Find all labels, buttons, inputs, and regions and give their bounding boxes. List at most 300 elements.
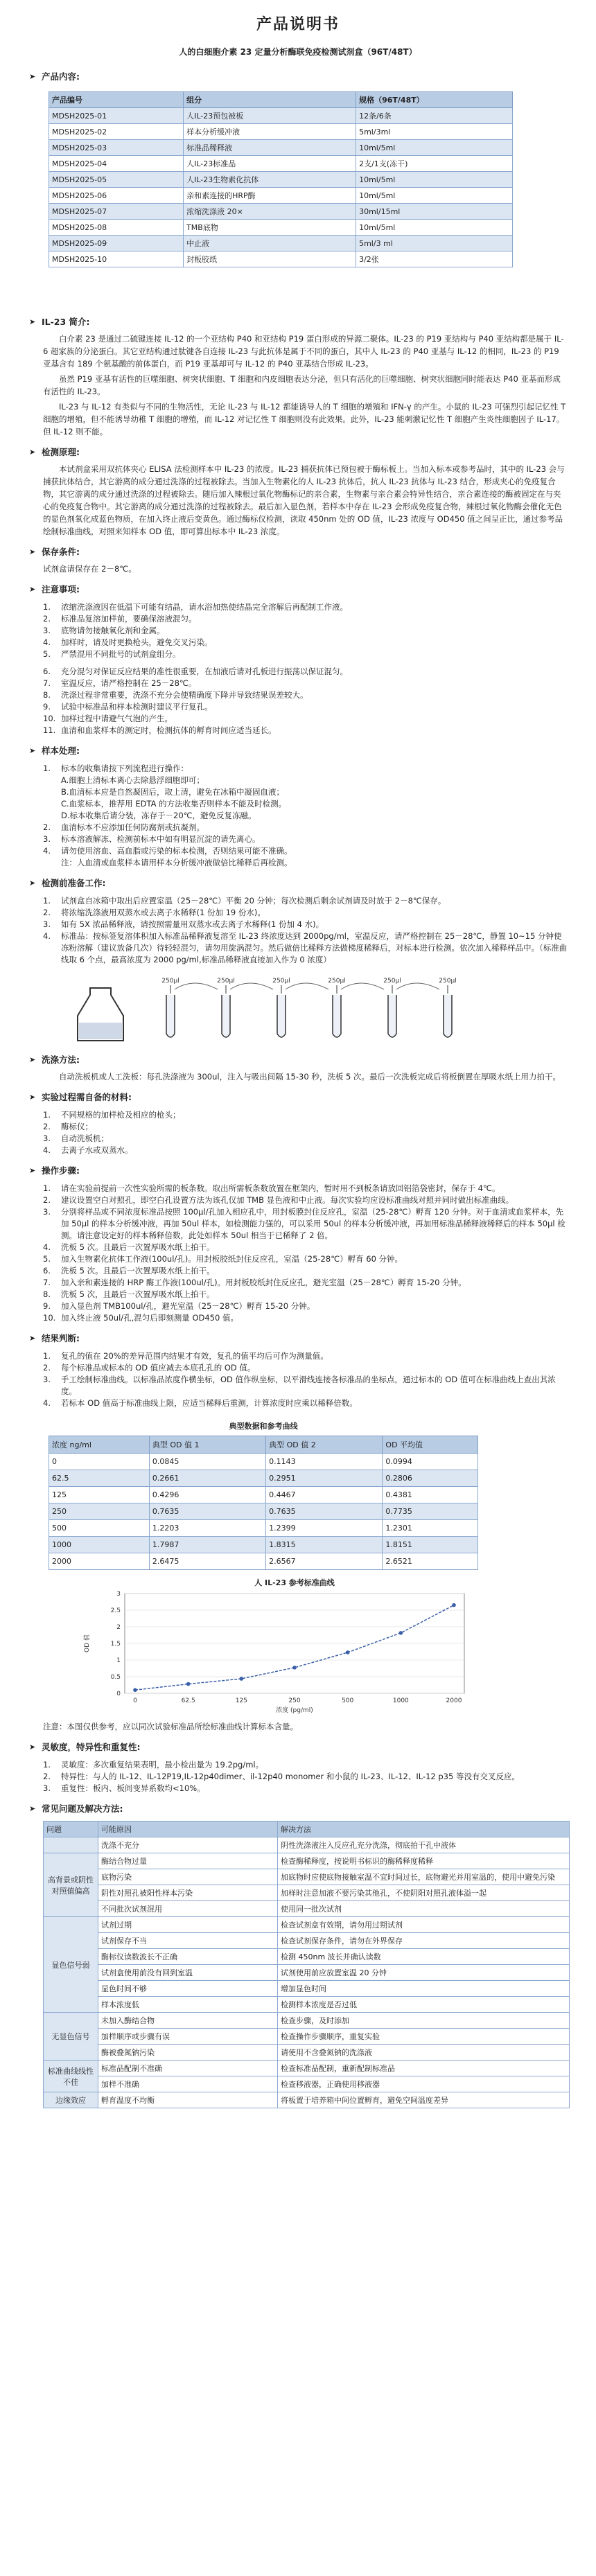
list-text: 洗板 5 次，且最后一次置厚吸水纸上拍干。 (61, 1289, 215, 1299)
list-item (43, 601, 568, 613)
transfer-arrow-icon (341, 983, 384, 989)
arrow-icon: ➤ (29, 317, 36, 326)
table-row (49, 108, 513, 124)
list-number: 4. (43, 637, 51, 647)
list-item (43, 845, 568, 857)
list-text: A.细胞上清标本离心去除悬浮细胞即可； (61, 775, 204, 785)
list-text: B.血清标本应是自然凝固后，取上清，避免在冰箱中凝固血液； (61, 787, 285, 797)
arrow-icon: ➤ (29, 746, 36, 755)
list-number: 3. (43, 626, 51, 635)
chart-title: 人 IL-23 参考标准曲线 (254, 1578, 335, 1587)
list-text: 不同规格的加样枪及相应的枪头； (61, 1110, 181, 1120)
table-cell: 0.4467 (266, 1487, 383, 1503)
x-tick-label: 0 (133, 1697, 137, 1704)
list-text: 血清标本不应添加任何防腐剂或抗凝剂。 (61, 822, 204, 832)
section-heading: IL-23 简介: (42, 317, 90, 327)
table-row (49, 220, 513, 236)
list-text: 每个标准品或标本的 OD 值应减去本底孔孔的 OD 值。 (61, 1363, 256, 1373)
list-number: 4. (43, 846, 51, 856)
section-heading: 灵敏度，特异性和重复性: (42, 1742, 141, 1752)
section-heading: 样本处理: (42, 746, 80, 756)
list-text: 洗板 5 次。且最后一次置厚吸水纸上拍干。 (61, 1266, 215, 1276)
data-point (399, 1631, 403, 1635)
table-cell: 1.8151 (383, 1537, 478, 1553)
table-row (49, 124, 513, 140)
section-heading: 结果判断: (42, 1333, 80, 1343)
faq-table (43, 1821, 570, 2108)
list-text: 灵敏度：多次重复结果表明，最小检出量为 19.2pg/ml。 (61, 1760, 264, 1770)
arrow-icon: ➤ (29, 448, 36, 457)
list-text: 试剂盒自冰箱中取出后应置室温（25－28℃）平衡 20 分钟；每次检测后剩余试剂请及时放于 2－8℃保存。 (61, 896, 446, 906)
table-row (49, 204, 513, 220)
x-tick-label: 125 (235, 1697, 247, 1704)
list-text: 充分混匀对保证反应结果的准性很重要，在加液后请对孔板进行振荡以保证混匀。 (61, 667, 348, 676)
list-text: 浓缩洗涤液因在低温下可能有结晶，请水浴加热使结晶完全溶解后再配制工作液。 (61, 602, 348, 612)
table-cell: 0.4296 (149, 1487, 265, 1503)
section-steps (0, 1163, 596, 1179)
list-item (43, 1253, 568, 1265)
table-cell: 人IL-23标准品 (184, 156, 356, 172)
list-item (43, 678, 568, 689)
list-number: 7. (43, 1278, 51, 1287)
dilution-diagram (69, 974, 513, 1043)
list-text: C.血浆标本，推荐用 EDTA 的方法收集否则样本不能及时检测。 (61, 799, 287, 809)
table-cell: 亲和素连接的HRP酶 (184, 188, 356, 204)
intro-paragraph: 虽然 P19 亚基有活性的巨噬细胞、树突状细胞、T 细胞和内皮细胞表达分泌，但只有活化的巨噬细胞、树突状细胞同时能表达 P40 亚基而形成有活性的 IL-23。 (43, 374, 561, 396)
list-item (43, 1145, 568, 1156)
section-heading: 常见问题及解决方法: (42, 1803, 123, 1814)
table-cell: 浓缩洗涤液 20× (184, 204, 356, 220)
table-cell: 500 (49, 1520, 150, 1537)
list-text: 洗涤过程非常重要，洗涤不充分会使精确度下降并导致结果误差较大。 (61, 690, 308, 700)
flask-liquid (79, 1023, 122, 1039)
table-cell: 0.7635 (266, 1503, 383, 1520)
x-tick-label: 500 (342, 1697, 354, 1704)
table-cell: 1000 (49, 1537, 150, 1553)
cause-cell: 酶被叠氮钠污染 (98, 2045, 278, 2061)
section-heading: 检测原理: (42, 447, 80, 457)
list-text: 标本的收集请按下列流程进行操作： (61, 764, 189, 773)
list-item (43, 1300, 568, 1312)
list-text: 加入亲和素连接的 HRP 酶工作液(100ul/孔)。用封板胶纸封住反应孔，避光室温（25－28℃）孵育 15-20 分钟。 (61, 1278, 466, 1287)
table-cell: 1.2203 (149, 1520, 265, 1537)
table-cell: 1.2301 (383, 1520, 478, 1537)
list-number: 11. (43, 725, 56, 735)
table-cell: 样本分析缓冲液 (184, 124, 356, 140)
table-row (44, 1837, 570, 1853)
list-item (43, 613, 568, 625)
table-cell: 1.8315 (266, 1537, 383, 1553)
list-number (43, 810, 61, 822)
solution-cell: 使用同一批次试剂 (278, 1901, 570, 1917)
cause-cell: 酶结合物过量 (98, 1853, 278, 1869)
table-cell: 10ml/5ml (356, 140, 513, 156)
list-number (43, 786, 61, 798)
table-cell: 1.2399 (266, 1520, 383, 1537)
table-row (49, 236, 513, 252)
list-text: 酶标仪； (61, 1122, 93, 1131)
problem-cell: 边缘效应 (44, 2092, 98, 2108)
list-text: 手工绘制标准曲线。以标准品浓度作横坐标，OD 值作纵坐标，以平滑线连接各标准品的坐标点，通过标本的 OD 值可在标准曲线上查出其浓度。 (61, 1375, 556, 1396)
table-cell: MDSH2025-01 (49, 108, 184, 124)
table-row (49, 1520, 478, 1537)
list-text: 标准品复溶加样前，要确保溶液混匀。 (61, 614, 197, 624)
section-heading: 产品内容: (42, 71, 80, 82)
list-text: 室温反应，请严格控制在 25－28℃。 (61, 678, 197, 688)
list-item (43, 1183, 568, 1194)
list-item (43, 1289, 568, 1300)
list-number: 1. (43, 764, 51, 773)
list-text: 加入终止液 50ul/孔,混匀后即刻测量 OD450 值。 (61, 1313, 238, 1323)
y-tick-label: 1 (116, 1657, 121, 1664)
list-number: 2. (43, 822, 51, 832)
table-cell: 3/2张 (356, 252, 513, 267)
cause-cell: 加样顺序或步骤有误 (98, 2029, 278, 2045)
data-point (186, 1682, 191, 1686)
list-item (43, 666, 568, 678)
section-materials (0, 1090, 596, 1105)
list-text: 洗板 5 次。且最后一次置厚吸水纸上拍干。 (61, 1242, 215, 1252)
list-item (43, 1374, 568, 1397)
table-cell: 5ml/3ml (356, 124, 513, 140)
section-results (0, 1331, 596, 1346)
cause-cell: 阴性对照孔被阳性样本污染 (98, 1885, 278, 1901)
list-number (43, 775, 61, 786)
solution-cell: 试剂使用前应放置室温 20 分钟 (278, 1965, 570, 1981)
list-number: 4. (43, 1398, 51, 1408)
list-number: 4. (43, 1242, 51, 1252)
table-cell: 250 (49, 1503, 150, 1520)
list-number: 1. (43, 1110, 51, 1120)
volume-label: 250µl (439, 978, 457, 985)
document-title: 产品说明书 (256, 16, 340, 33)
list-text: 将浓缩洗涤液用双蒸水或去离子水稀释(1 份加 19 份水)。 (61, 908, 265, 917)
table-cell: 人IL-23生物素化抗体 (184, 172, 356, 188)
volume-label: 250µl (217, 978, 235, 985)
list-number: 5. (43, 1254, 51, 1264)
list-item (43, 822, 568, 833)
table-row (44, 1997, 570, 2013)
table-cell: MDSH2025-10 (49, 252, 184, 267)
arrow-icon: ➤ (29, 1334, 36, 1343)
volume-label: 250µl (161, 978, 179, 985)
table-row (44, 1885, 570, 1901)
list-item (43, 833, 568, 845)
cause-cell: 试剂过期 (98, 1917, 278, 1933)
table-row (49, 1470, 478, 1487)
list-text: 加样过程中请避气气泡的产生。 (61, 714, 173, 723)
problem-cell: 无显色信号 (44, 2013, 98, 2061)
table-row (49, 1553, 478, 1570)
list-number: 2. (43, 1363, 51, 1373)
transfer-arrow-icon (230, 983, 273, 989)
list-number: 1. (43, 602, 51, 612)
cause-cell: 标准品配制不准确 (98, 2061, 278, 2076)
list-item (43, 1265, 568, 1277)
table-header-cell: 解决方法 (278, 1821, 570, 1837)
arrow-icon: ➤ (29, 1743, 36, 1752)
data-point (133, 1688, 137, 1692)
list-number: 3. (43, 919, 51, 929)
od-table-caption: 典型数据和参考曲线 (229, 1422, 298, 1431)
section-principle (0, 445, 596, 460)
data-point (452, 1603, 456, 1607)
table-row (44, 2029, 570, 2045)
table-cell: 2.6475 (149, 1553, 265, 1570)
table-row (44, 2045, 570, 2061)
list-number: 2. (43, 1195, 51, 1205)
document-subtitle: 人的白细胞介素 23 定量分析酶联免疫检测试剂盒（96T/48T） (179, 47, 417, 57)
solution-cell: 检查试剂保存条件，请勿在外界保存 (278, 1933, 570, 1949)
materials-list (0, 1109, 596, 1156)
list-item (43, 1362, 568, 1374)
list-text: 去离子水或双蒸水。 (61, 1145, 133, 1155)
list-item (43, 763, 568, 775)
arrow-icon: ➤ (29, 1055, 36, 1064)
list-item (43, 725, 568, 736)
intro-paragraph: IL-23 与 IL-12 有类似与不同的生物活性，无论 IL-23 与 IL-12 都能诱导人的 T 细胞的增殖和 IFN-γ 的产生。小鼠的 IL-23 可强烈引起记忆性 T 细胞的增殖，但不能诱导幼稚 T 细胞的增殖，而 IL-12 对记忆性 T 细胞则没有此效果。此外，IL-23 能刺激记忆性 T 细胞产生炎性细胞因子 IL-17。但 IL-12 则不能。 (43, 402, 566, 436)
list-item (43, 649, 568, 660)
arrow-icon: ➤ (29, 585, 36, 594)
list-item (43, 637, 568, 649)
list-number: 3. (43, 1133, 51, 1143)
storage-text: 试剂盒请保存在 2－8℃。 (43, 564, 137, 574)
cause-cell: 未加入酶结合物 (98, 2013, 278, 2029)
solution-cell: 检查移液器，正确使用移液器 (278, 2076, 570, 2092)
list-text: 若标本 OD 值高于标准曲线上限，应适当稀释后重测，计算浓度时应乘以稀释倍数。 (61, 1398, 358, 1408)
solution-cell: 增加显色时间 (278, 1981, 570, 1997)
list-item (43, 1759, 568, 1771)
list-text: 标准品：按标签复溶体积加入标准品稀释液复溶至 IL-23 终浓度达到 2000pg/ml，室温反应，请严格控制在 25－28℃，静置 10~15 分钟使冻粉溶解（建议放备几次）待轻轻混匀，请勿用旋涡混匀。然后做倍比稀释方法做梯度稀释后，对标本进行检测。依次加入稀释样品中。（标准曲线取 6 个点，最高浓度为 2000 pg/ml,标准品稀释液直接加入作为 0 浓度） (61, 931, 568, 964)
list-number: 1. (43, 1183, 51, 1193)
table-header-cell: 可能原因 (98, 1821, 278, 1837)
table-cell: 0.0994 (383, 1454, 478, 1470)
list-number: 3. (43, 1783, 51, 1793)
list-number: 2. (43, 614, 51, 624)
table-cell: TMB底物 (184, 220, 356, 236)
list-number: 9. (43, 1301, 51, 1311)
cause-cell: 加样不准确 (98, 2076, 278, 2092)
table-row (49, 188, 513, 204)
table-row (44, 1917, 570, 1933)
problem-cell: 标准曲线线性不佳 (44, 2061, 98, 2092)
problem-cell (44, 1837, 98, 1853)
list-text: 严禁混用不同批号的试剂盒组分。 (61, 649, 181, 659)
table-header-cell: 问题 (44, 1821, 98, 1837)
table-row (49, 252, 513, 267)
section-storage (0, 545, 596, 560)
table-row (44, 2061, 570, 2076)
list-item (43, 1121, 568, 1133)
section-heading: 洗涤方法: (42, 1055, 80, 1065)
table-row (49, 1503, 478, 1520)
table-row (44, 1965, 570, 1981)
notes-list (0, 601, 596, 736)
list-item (43, 1397, 568, 1409)
cause-cell: 酶标仪读数波长不正确 (98, 1949, 278, 1965)
list-item (43, 1109, 568, 1121)
table-cell: 12条/6条 (356, 108, 513, 124)
arrow-icon: ➤ (29, 72, 36, 81)
data-point (240, 1677, 244, 1681)
table-row (44, 1981, 570, 1997)
list-item (43, 798, 568, 810)
section-sensitivity (0, 1740, 596, 1755)
x-tick-label: 1000 (392, 1697, 409, 1704)
list-text: 底物请勿接触氧化剂和金属。 (61, 626, 165, 635)
list-number: 8. (43, 690, 51, 700)
list-item (43, 919, 568, 930)
table-cell: MDSH2025-03 (49, 140, 184, 156)
table-cell: 10ml/5ml (356, 172, 513, 188)
data-point (292, 1666, 297, 1670)
tube-icon (222, 995, 230, 1037)
table-cell: 0.2806 (383, 1470, 478, 1487)
table-cell: 中止液 (184, 236, 356, 252)
list-number: 2. (43, 908, 51, 917)
list-text: 重复性：板内、板间变异系数均<10%。 (61, 1783, 205, 1793)
table-row (44, 1901, 570, 1917)
table-cell: 10ml/5ml (356, 188, 513, 204)
list-item (43, 625, 568, 637)
list-text: 自动洗板机； (61, 1133, 109, 1143)
table-cell: 0.1143 (266, 1454, 383, 1470)
x-tick-label: 250 (288, 1697, 301, 1704)
solution-cell: 检查标准品配制，重新配制标准品 (278, 2061, 570, 2076)
y-tick-label: 0 (116, 1691, 121, 1697)
list-item (43, 786, 568, 798)
solution-cell: 检查酶稀释度，按说明书标识的酶稀释度稀释 (278, 1853, 570, 1869)
od-table (49, 1436, 478, 1570)
x-axis-label: 浓度 (pg/ml) (276, 1707, 313, 1714)
table-row (44, 1869, 570, 1885)
solution-cell: 加样时注意加液不要污染其他孔，不使阴阳对照孔液体溢一起 (278, 1885, 570, 1901)
wash-text: 自动洗板机或人工洗板：每孔洗涤液为 300ul，注入与吸出间隔 15-30 秒，洗板 5 次。最后一次洗板完成后将板倒置在厚吸水纸上用力拍干。 (59, 1072, 561, 1082)
solution-cell: 检测 450nm 波长并确认读数 (278, 1949, 570, 1965)
list-item (43, 1350, 568, 1362)
list-number: 4. (43, 1145, 51, 1155)
table-cell: 0.7635 (149, 1503, 265, 1520)
tube-icon (166, 995, 175, 1037)
list-text: 加样时，请及时更换枪头，避免交叉污染。 (61, 637, 213, 647)
arrow-icon: ➤ (29, 547, 36, 556)
list-number: 8. (43, 1289, 51, 1299)
list-number: 3. (43, 834, 51, 844)
table-header-row (44, 1821, 570, 1837)
list-item (43, 1194, 568, 1206)
table-row (49, 1537, 478, 1553)
tube-icon (444, 995, 452, 1037)
table-row (49, 172, 513, 188)
table-row (49, 140, 513, 156)
cause-cell: 不同批次试剂混用 (98, 1901, 278, 1917)
list-item (43, 895, 568, 907)
table-header-cell: 典型 OD 值 1 (149, 1436, 265, 1454)
list-number: 2. (43, 1122, 51, 1131)
list-item (43, 907, 568, 919)
section-prep (0, 743, 596, 759)
table-cell: MDSH2025-08 (49, 220, 184, 236)
table-cell: MDSH2025-09 (49, 236, 184, 252)
cause-cell: 底物污染 (98, 1869, 278, 1885)
list-number: 3. (43, 1375, 51, 1384)
list-number: 6. (43, 1266, 51, 1276)
list-text: 血清和血浆样本的测定时，检测抗体的孵育时间应适当延长。 (61, 725, 277, 735)
table-cell: 封板胶纸 (184, 252, 356, 267)
cause-cell: 洗涤不充分 (98, 1837, 278, 1853)
solution-cell: 检查试剂盒有效期，请勿用过期试剂 (278, 1917, 570, 1933)
problem-cell: 显色信号弱 (44, 1917, 98, 2013)
section-heading: 注意事项: (42, 584, 80, 594)
table-row (49, 1454, 478, 1470)
y-tick-label: 2 (116, 1624, 121, 1631)
solution-cell: 将板置于培养箱中间位置孵育，避免空间温度差异 (278, 2092, 570, 2108)
table-cell: 5ml/3 ml (356, 236, 513, 252)
principle-paragraph: 本试剂盒采用双抗体夹心 ELISA 法检测样本中 IL-23 的浓度。IL-23 捕获抗体已预包被于酶标板上。当加入标本或参考品时，其中的 IL-23 会与捕获抗体结合，其它游离的成分通过洗涤的过程被除去。当加入生物素化的人 IL-23 抗体后，抗人 IL-23 抗体与 IL-23 结合，形成夹心的免疫复合物，其它游离的成分通过洗涤的过程被除去。随后加入辣根过氧化物酶标记的亲合素，生物素与亲合素会特异性结合，亲合素连接的酶被固定在与夹心的免疫复合物中。其它游离的成分通过洗涤的过程被除去。最后加入显色剂，若样本中存在 IL-23 会形成免疫复合物，辣根过氧化物酶会催化无色的显色剂氧化成蓝色物质，在加入终止液后变黄色。通过酶标仪检测，读取 450nm 处的 OD 值，IL-23 浓度与 OD450 值之间呈正比，通过参考品绘制标准曲线，对照来知样本 OD 值，即可算出标本中 IL-23 浓度。 (43, 464, 565, 536)
cause-cell: 孵育温度不均衡 (98, 2092, 278, 2108)
table-row (49, 156, 513, 172)
list-number (43, 798, 61, 810)
x-tick-label: 62.5 (181, 1697, 195, 1704)
list-item (43, 1206, 568, 1242)
section-contents (0, 69, 596, 85)
table-cell: 2.6567 (266, 1553, 383, 1570)
tube-icon (388, 995, 396, 1037)
y-tick-label: 0.5 (110, 1674, 121, 1681)
table-cell: MDSH2025-07 (49, 204, 184, 220)
solution-cell: 检查步骤，及时添加 (278, 2013, 570, 2029)
list-item (43, 1133, 568, 1145)
volume-label: 250µl (272, 978, 290, 985)
tube-icon (333, 995, 341, 1037)
cause-cell: 显色时间不够 (98, 1981, 278, 1997)
transfer-arrow-icon (175, 983, 218, 989)
steps-list (0, 1183, 596, 1324)
standard-list (0, 895, 596, 966)
y-tick-label: 2.5 (110, 1607, 121, 1614)
section-faq (0, 1801, 596, 1817)
table-cell: 1.7987 (149, 1537, 265, 1553)
table-cell: 2000 (49, 1553, 150, 1570)
table-header-cell: OD 平均值 (383, 1436, 478, 1454)
table-cell: 10ml/5ml (356, 220, 513, 236)
list-number: 3. (43, 1207, 51, 1217)
list-item (43, 1242, 568, 1253)
table-cell: MDSH2025-05 (49, 172, 184, 188)
list-number: 10. (43, 1313, 56, 1323)
table-cell: MDSH2025-06 (49, 188, 184, 204)
list-number: 1. (43, 1351, 51, 1361)
section-heading: 实验过程需自备的材料: (42, 1092, 132, 1102)
section-notes (0, 582, 596, 597)
list-item (43, 930, 568, 966)
table-cell: 2支/1支(冻干) (356, 156, 513, 172)
list-number: 2. (43, 1772, 51, 1781)
tube-icon (277, 995, 286, 1037)
solution-cell: 检查操作步骤顺序，重复实验 (278, 2029, 570, 2045)
arrow-icon: ➤ (29, 1093, 36, 1102)
table-cell: MDSH2025-04 (49, 156, 184, 172)
list-number: 4. (43, 931, 51, 941)
list-text: 特异性：与人的 IL-12、IL-12P19,IL-12p40dimer、il-12p40 monomer 和小鼠的 IL-23、IL-12、IL-12 p35 等没有交叉反应。 (61, 1772, 520, 1781)
arrow-icon: ➤ (29, 879, 36, 888)
series-line (135, 1605, 454, 1691)
section-heading: 检测前准备工作: (42, 878, 106, 888)
table-row (44, 2013, 570, 2029)
table-cell: 30ml/15ml (356, 204, 513, 220)
table-cell: 0.0845 (149, 1454, 265, 1470)
section-intro (0, 315, 596, 330)
